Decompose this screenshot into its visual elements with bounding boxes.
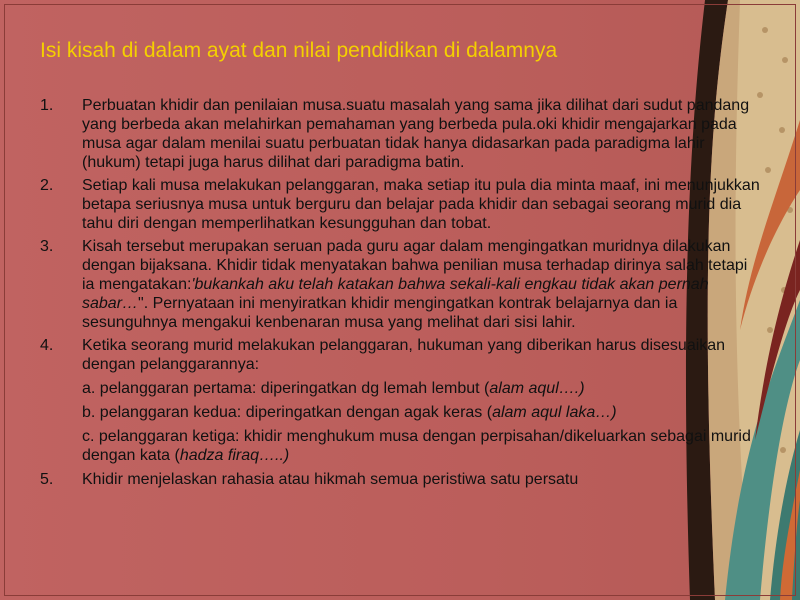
numbered-list	[40, 96, 760, 493]
list-number: 2.	[40, 177, 54, 194]
sub-text: a. pelanggaran pertama: diperingatkan dg lemah lembut (	[82, 380, 490, 397]
sub-list	[40, 379, 760, 465]
sub-item	[82, 403, 760, 422]
slide-title: Isi kisah di dalam ayat dan nilai pendidikan di dalamnya	[40, 39, 558, 62]
list-item	[40, 470, 760, 489]
sub-text: c. pelanggaran ketiga: khidir menghukum musa dengan perpisahan/dikeluarkan sebagai murid dengan kata (	[82, 428, 751, 464]
sub-item	[82, 427, 760, 465]
list-number: 5.	[40, 471, 54, 488]
sub-item	[82, 379, 760, 398]
list-quote: 'bukankah aku telah katakan bahwa sekali-kali engkau tidak akan pernah sabar…	[82, 276, 709, 312]
list-text: Setiap kali musa melakukan pelanggaran, maka setiap itu pula dia minta maaf, ini menunjukkan betapa seriusnya musa untuk berguru dan belajar pada khidir dan sebagai seorang murid dia tahu diri dengan memperlihatkan kesungguhan dan tobat.	[82, 177, 760, 232]
list-text-after: ". Pernyataan ini menyiratkan khidir mengingatkan kontrak belajarnya dan ia sesunguhnya mengakui kenbenaran musa yang melihat dari sisi lahir.	[82, 295, 678, 331]
list-number: 3.	[40, 238, 54, 255]
list-text: Khidir menjelaskan rahasia atau hikmah semua peristiwa satu persatu	[82, 471, 579, 488]
sub-quote: alam aqul laka…)	[492, 404, 617, 421]
list-text: Ketika seorang murid melakukan pelanggaran, hukuman yang diberikan harus disesuaikan dengan pelanggarannya:	[82, 337, 726, 373]
list-number: 4.	[40, 337, 54, 354]
list-item	[40, 237, 760, 332]
sub-quote: alam aqul….)	[489, 380, 585, 397]
list-text: Kisah tersebut merupakan seruan pada guru agar dalam mengingatkan muridnya dilakukan dengan bijaksana. Khidir tidak menyatakan bahwa penilian musa terhadap dirinya salah tetapi ia mengatakan:	[82, 238, 748, 293]
list-item	[40, 336, 760, 374]
sub-text: b. pelanggaran kedua: diperingatkan dengan agak keras (	[82, 404, 493, 421]
sub-quote: hadza firaq…..)	[179, 447, 290, 464]
list-number: 1.	[40, 97, 54, 114]
list-item	[40, 96, 760, 172]
list-item	[40, 176, 760, 233]
list-text: Perbuatan khidir dan penilaian musa.suatu masalah yang sama jika dilihat dari sudut pandang yang berbeda akan melahirkan pemahaman yang berbeda pula.oki khidir mengajarkan pada musa agar dalam menilai suatu perbuatan tidak hanya didasarkan pada paradigma lahir (hukum) tetapi juga harus dilihat dari paradigma batin.	[82, 97, 750, 171]
